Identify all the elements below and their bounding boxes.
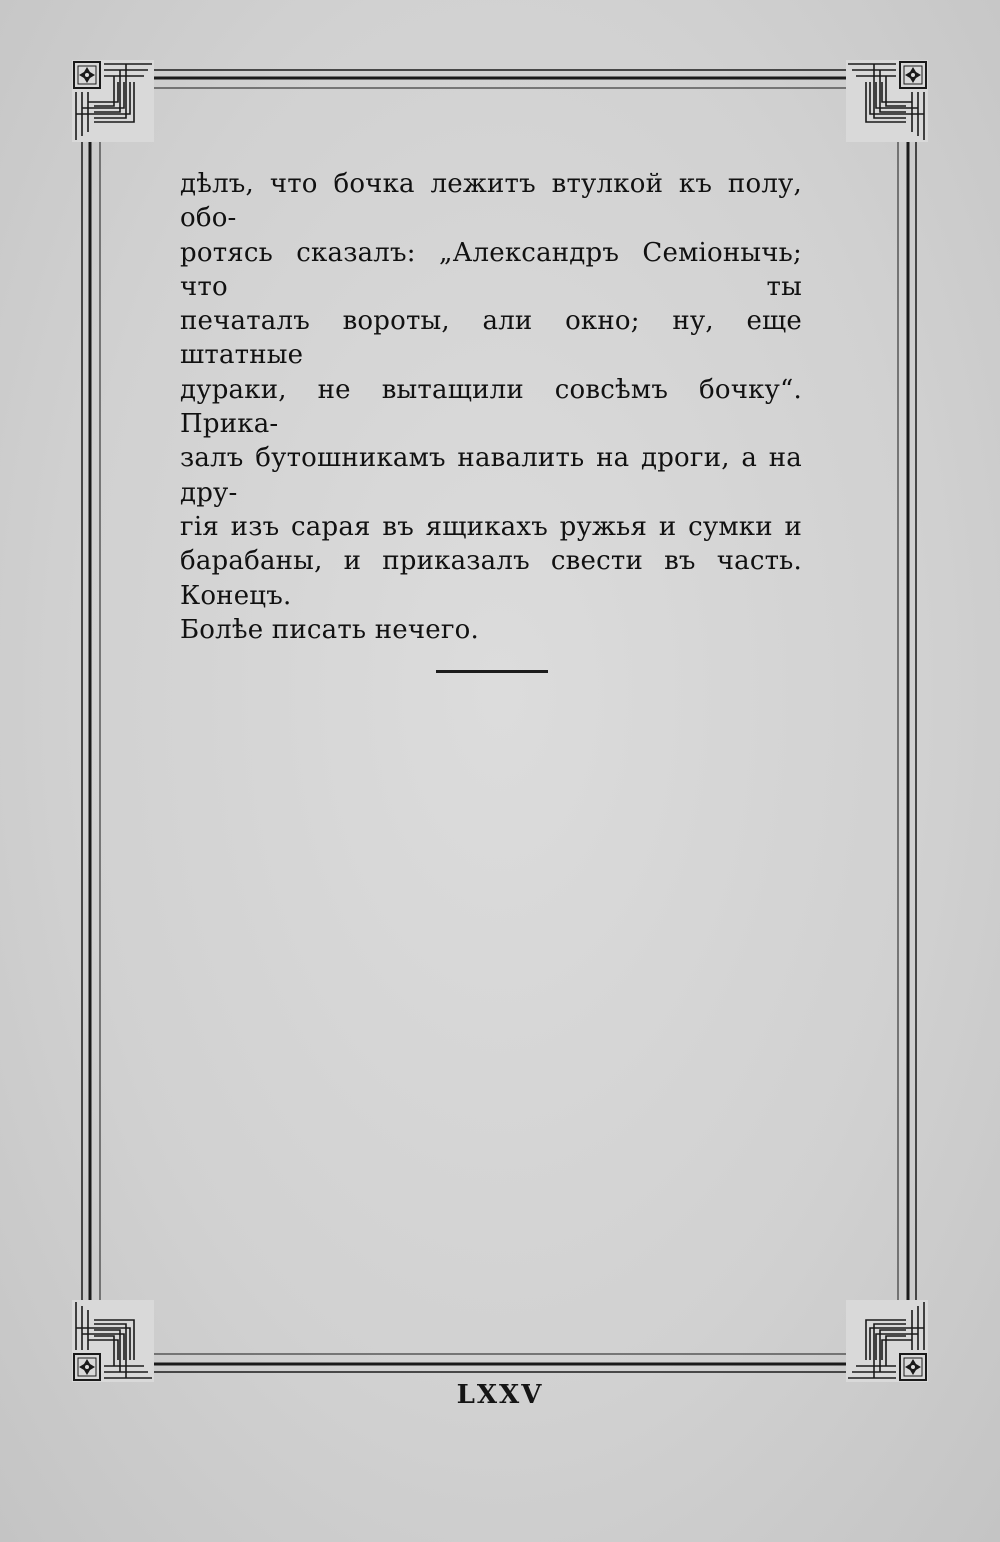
body-line: дѣлъ, что бочка лежитъ втулкой къ полу, обо-: [180, 169, 802, 234]
body-line: гія изъ сарая въ ящикахъ ружья и сумки и: [180, 511, 802, 542]
body-line: ротясь сказалъ: „Александръ Семіонычь; что ты: [180, 237, 802, 302]
body-line: барабаны, и приказалъ свести въ часть. Конецъ.: [180, 546, 802, 611]
body-line: дураки, не вытащили совсѣмъ бочку“. Прика-: [180, 374, 802, 440]
body-text: [180, 167, 802, 647]
body-line: печаталъ вороты, али окно; ну, еще штатные: [180, 306, 802, 371]
page-number: LXXV: [456, 1380, 544, 1410]
body-line: залъ бутошникамъ навалить на дроги, а на дру-: [180, 443, 802, 508]
body-line: Болѣе писать нечего.: [180, 614, 479, 645]
